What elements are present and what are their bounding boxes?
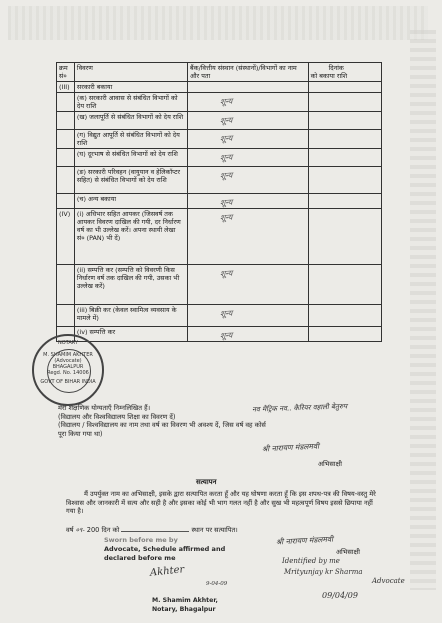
table-row (57, 327, 382, 342)
notary-signature: Akhter (149, 564, 185, 579)
row-serial (57, 130, 75, 149)
row-bank-cell (188, 305, 309, 327)
row-amount (308, 194, 381, 209)
sworn-line-3: declared before me (104, 554, 176, 562)
row-description: (क) सरकारी आवास से संबंधित विभागों को देय राशि (74, 93, 187, 112)
row-description: (iii) बिक्री कर (केवल स्वामित्व व्यवसाय के मामले में) (74, 305, 187, 327)
row-bank-cell (188, 209, 309, 265)
row-description: (घ) दूरभाष से संबंधित विभागों को देय राशि (74, 149, 187, 167)
row-amount (308, 82, 381, 93)
header-bank: बैंक/वित्तीय संस्थान (संस्थानों)/विभागों का नाम और पता (188, 63, 309, 82)
row-amount (308, 149, 381, 167)
nil-handwriting: शून्य (219, 308, 233, 319)
dues-table (56, 62, 382, 342)
seal-top-text: NOTARY (58, 340, 78, 346)
table-row (57, 93, 382, 112)
row-amount (308, 327, 381, 342)
header-date-label: दिनांक (328, 64, 344, 72)
seal-reg: Regd. No. 14006 (47, 370, 89, 376)
nil-handwriting: शून्य (219, 152, 233, 163)
row-amount (308, 265, 381, 305)
notary-name-stamp (152, 596, 218, 614)
advocate-name: Mrityunjay kr Sharma (284, 568, 363, 576)
header-amount (308, 63, 381, 82)
row-bank-cell (188, 149, 309, 167)
seal-name: M. SHAMIM AKHTER (43, 352, 93, 358)
table-row (57, 305, 382, 327)
row-bank-cell (188, 194, 309, 209)
date-handwritten: ०९- (75, 526, 85, 534)
table-row (57, 194, 382, 209)
date-year: 200 (86, 526, 100, 534)
table-header-row (57, 63, 382, 82)
table-row (57, 209, 382, 265)
deponent-label-1: अभिसाक्षी (318, 460, 342, 468)
date-prefix: वर्ष (66, 526, 74, 534)
nil-handwriting: शून्य (219, 330, 233, 341)
education-handwriting: नव मैट्रिक नव.. कैरियर वहाली बेतुरुप (251, 402, 348, 414)
table-row (57, 82, 382, 93)
advocate-date: 09/04/09 (322, 591, 358, 600)
date-day: दिन को (101, 526, 120, 534)
nil-handwriting: शून्य (219, 133, 233, 144)
row-serial (57, 194, 75, 209)
advocate-label: Advocate (372, 577, 405, 585)
verification-paragraph: मैं उपर्युक्त नाम का अभिसाक्षी, इसके द्वारा सत्यापित करता हूँ और यह घोषणा करता हूँ कि इस शपथ-पत्र की विषय-वस्तु मेरे विश्वास और जानकारी में सत्य और सही है और इसका कोई भी भाग गलत नहीं है और सुख भी महत्वपूर्ण विषय इससे छिपाया नहीं गया है। (66, 490, 376, 515)
row-description: (iv) सम्पत्ति कर (74, 327, 187, 342)
row-amount (308, 209, 381, 265)
row-serial (57, 149, 75, 167)
row-bank-cell (188, 130, 309, 149)
row-serial (57, 305, 75, 327)
education-label: मेरी शैक्षणिक योग्यताएँ निम्नलिखित हैं। (58, 404, 151, 412)
sworn-line-1: Sworn before me by (104, 536, 178, 544)
row-bank-cell (188, 265, 309, 305)
row-bank-cell (188, 327, 309, 342)
row-amount (308, 93, 381, 112)
row-bank-cell (188, 167, 309, 194)
verification-heading: सत्यापन (196, 478, 217, 486)
row-bank-cell (188, 112, 309, 130)
seal-city: BHAGALPUR (52, 364, 84, 370)
nil-handwriting: शून्य (219, 268, 233, 279)
nil-handwriting: शून्य (219, 197, 233, 208)
education-line-3: (विद्यालय / विश्वविद्यालय का नाम तथा वर्ष का विवरण भी अवश्य दें, जिस वर्ष वह कोर्स (58, 421, 266, 429)
row-serial: (IV) (57, 209, 75, 265)
row-amount (308, 167, 381, 194)
header-description: विवरण (74, 63, 187, 82)
nil-handwriting: शून्य (219, 212, 233, 223)
table-body (57, 82, 382, 342)
education-line-4: पूरा किया गया था) (58, 429, 103, 438)
row-description: (ग) विद्युत आपूर्ति से संबंधित विभागों को देय राशि (74, 130, 187, 149)
education-line-2: (विद्यालय और विश्वविद्यालय शिक्षा का विवरण दें) (58, 412, 176, 421)
notary-name: M. Shamim Akhter, (152, 597, 218, 604)
row-bank-cell (188, 82, 309, 93)
nil-handwriting: शून्य (219, 96, 233, 107)
table-row (57, 149, 382, 167)
row-description: (च) अन्य बकाया (74, 194, 187, 209)
header-amount-label: को बकाया राशि (310, 72, 348, 80)
table-row (57, 167, 382, 194)
row-description: सरकारी बकाया (74, 82, 187, 93)
table-row (57, 112, 382, 130)
deponent-signature-2: श्री नारायण मंडलमवी (275, 534, 334, 547)
row-serial: (III) (57, 82, 75, 93)
header-serial: क्रम सं० (57, 63, 75, 82)
row-serial (57, 167, 75, 194)
seal-role: (Advocate) (54, 358, 82, 364)
row-amount (308, 112, 381, 130)
scan-edge-right (410, 30, 436, 590)
nil-handwriting: शून्य (219, 170, 233, 181)
sworn-line-2: Advocate, Schedule affirmed and (104, 545, 226, 553)
scan-edge-top (8, 6, 428, 40)
row-serial (57, 112, 75, 130)
seal-bottom-text: GOVT OF BIHAR INDIA (40, 379, 96, 385)
verification-date-line (66, 526, 366, 535)
table-row (57, 130, 382, 149)
row-bank-cell (188, 93, 309, 112)
row-amount (308, 305, 381, 327)
deponent-label-2: अभिसाक्षी (336, 548, 360, 556)
deponent-signature-1: श्री नारायण मंडलमवी (261, 441, 320, 454)
place-suffix: स्थान पर सत्यापित। (191, 526, 238, 534)
identified-by: Identified by me (282, 557, 340, 565)
row-description: (i) अधिभार सहित आयकर (जिसवर्ष तक आयकर विवरण दाखिल की गयी, दर निर्धारण वर्ष का भी उल्लेख करें। अपना स्थायी लेखा सं० (PAN) भी दें) (74, 209, 187, 265)
row-description: (ii) सम्पत्ति कर (सम्पत्ति को विवरणी किस निर्धारण वर्ष तक दाखिल की गयी, उसका भी उल्लेख करें) (74, 265, 187, 305)
row-serial (57, 265, 75, 305)
table-row (57, 265, 382, 305)
row-serial (57, 93, 75, 112)
row-amount (308, 130, 381, 149)
notary-title: Notary, Bhagalpur (152, 606, 216, 613)
row-description: (ङ) सरकारी परिवहन (वायुयान व हेलिकॉप्टर सहित) से संबंधित विभागों को देय राशि (74, 167, 187, 194)
notary-signature-date: 9-04-09 (206, 581, 228, 587)
notary-rubber-stamp (104, 536, 225, 563)
nil-handwriting: शून्य (219, 115, 233, 126)
notary-seal (32, 334, 104, 406)
row-description: (ख) जलापूर्ति से संबंधित विभागों को देय राशि (74, 112, 187, 130)
